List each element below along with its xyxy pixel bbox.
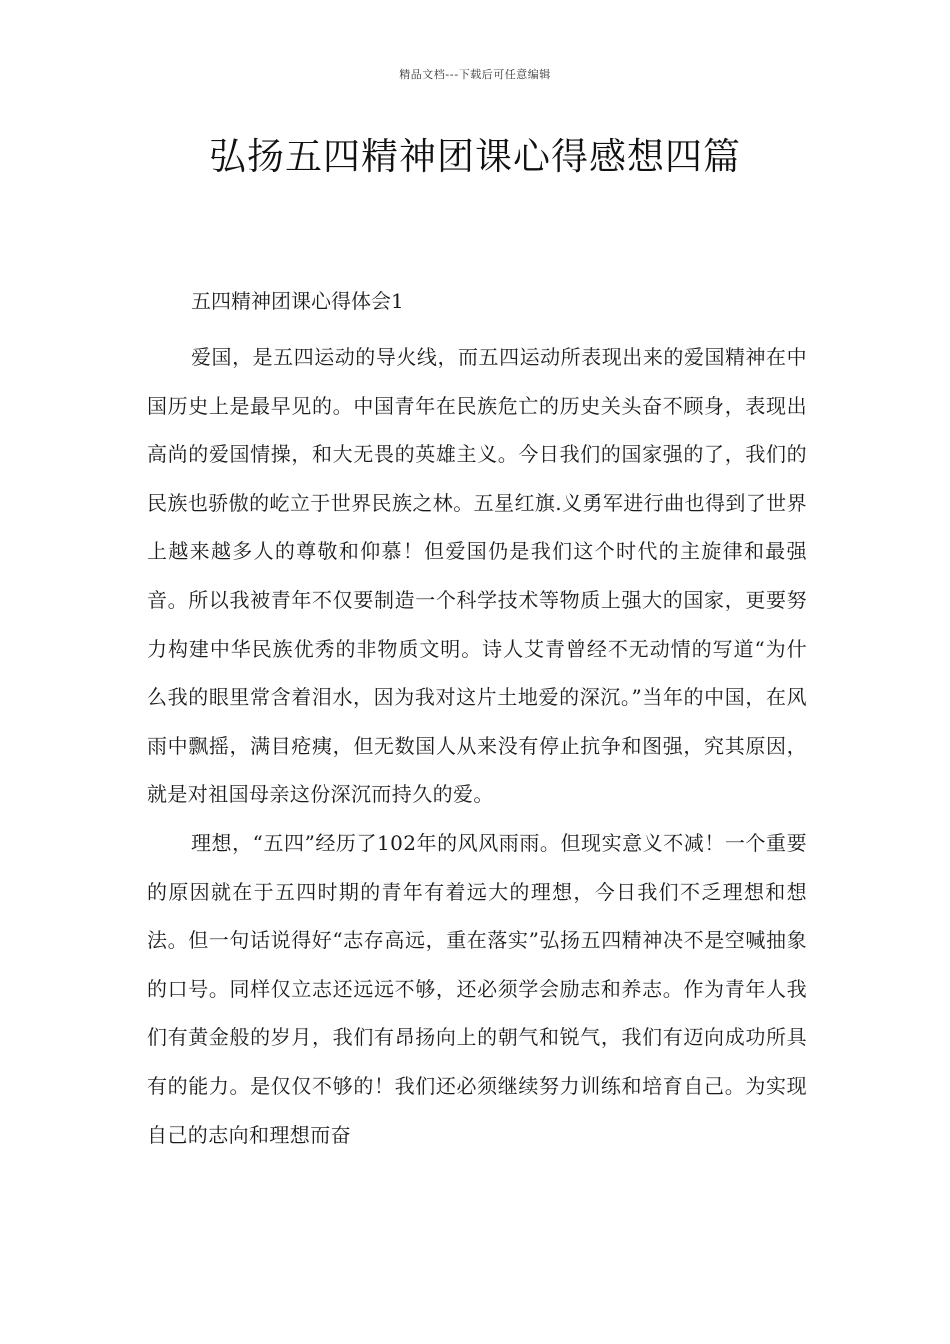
paragraph-ideals: 理想，“五四”经历了102年的风风雨雨。但现实意义不减！一个重要的原因就在于五四时期的青年有着远大的理想，今日我们不乏理想和想法。但一句话说得好“志存高远，重在落实”弘扬五四精神决不是空喊抽象的口号。同样仅立志还远远不够，还必须学会励志和养志。作为青年人我们有黄金般的岁月，我们有昂扬向上的朝气和锐气，我们有迈向成功所具有的能力。是仅仅不够的！我们还必须继续努力训练和培育自己。为实现自己的志向和理想而奋 (147, 830, 807, 1147)
paragraph-patriotism: 爱国，是五四运动的导火线，而五四运动所表现出来的爱国精神在中国历史上是最早见的。中国青年在民族危亡的历史关头奋不顾身，表现出高尚的爱国情操，和大无畏的英雄主义。今日我们的国家强的了，我们的民族也骄傲的屹立于世界民族之林。五星红旗.义勇军进行曲也得到了世界上越来越多人的尊敬和仰慕！但爱国仍是我们这个时代的主旋律和最强音。所以我被青年不仅要制造一个科学技术等物质上强大的国家，更要努力构建中华民族优秀的非物质文明。诗人艾青曾经不无动情的写道“为什么我的眼里常含着泪水，因为我对这片土地爱的深沉。”当年的中国，在风雨中飘摇，满目疮痍，但无数国人从来没有停止抗争和图强，究其原因，就是对祖国母亲这份深沉而持久的爱。 (147, 345, 807, 807)
document-title: 弘扬五四精神团课心得感想四篇 (209, 135, 741, 178)
header-note: 精品文档---下载后可任意编辑 (399, 68, 551, 81)
section-heading: 五四精神团课心得体会1 (191, 289, 404, 313)
document-body (147, 280, 807, 1159)
